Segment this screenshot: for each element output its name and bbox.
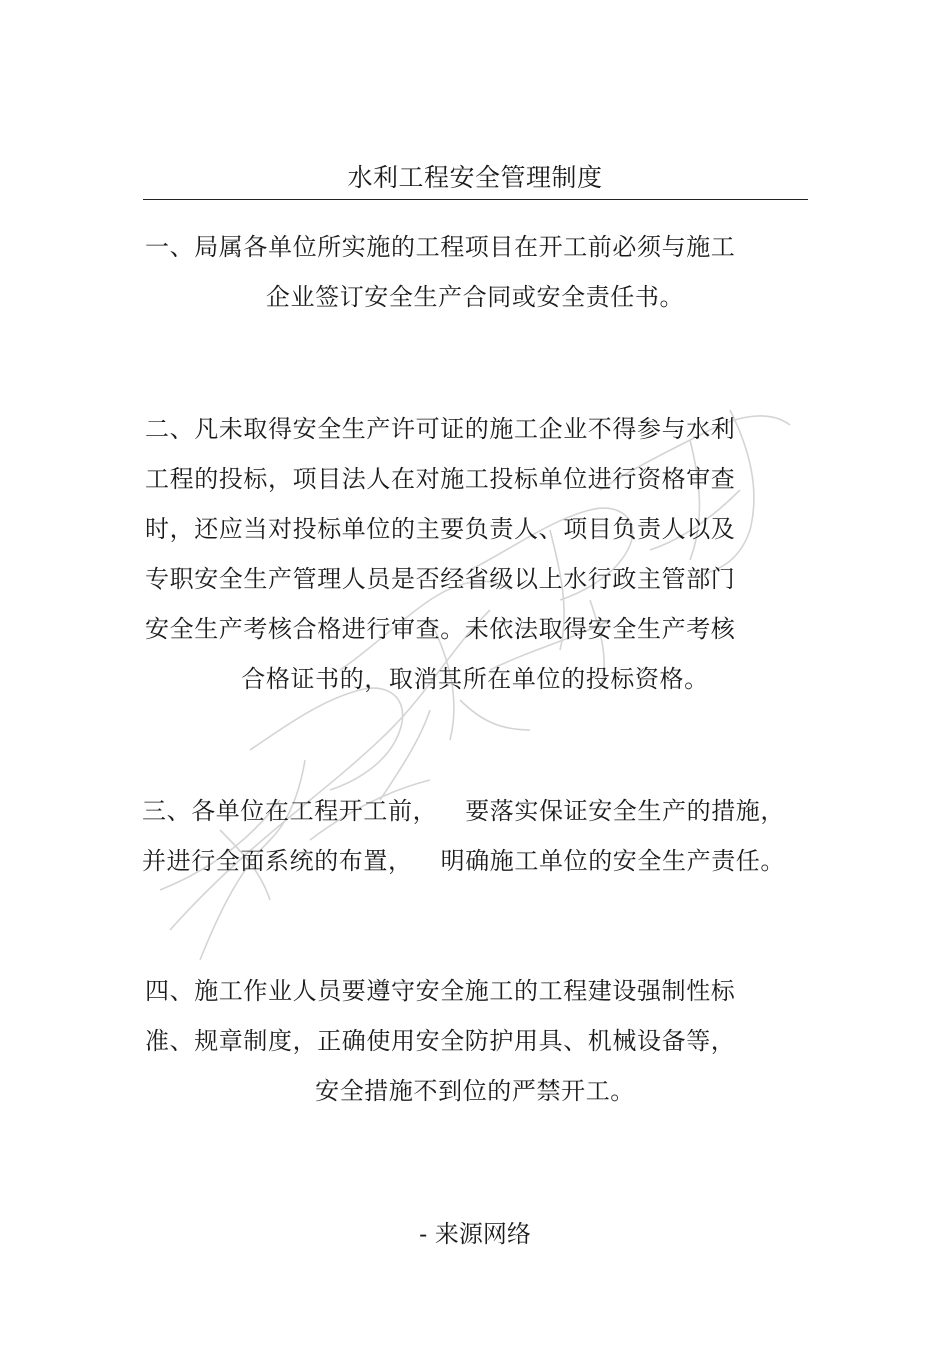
section-3-line-1 [142,796,785,826]
section-4-line-2: 准、规章制度，正确使用安全防护用具、机械设备等， [145,1027,736,1055]
section-4-line-3: 安全措施不到位的严禁开工。 [315,1077,635,1105]
section-2-line-1: 二、凡未取得安全生产许可证的施工企业不得参与水利 [145,415,736,443]
document-title: 水利工程安全管理制度 [347,163,603,192]
section-2-line-5: 安全生产考核合格进行审查。未依法取得安全生产考核 [145,615,736,643]
section-2-line-6: 合格证书的，取消其所在单位的投标资格。 [241,665,709,693]
section-4-line-1: 四、施工作业人员要遵守安全施工的工程建设强制性标 [145,977,736,1005]
section-3-line-1-part-2: 要落实保证安全生产的措施， [465,797,786,825]
section-3-line-2 [142,846,785,876]
section-2-line-3: 时，还应当对投标单位的主要负责人、项目负责人以及 [145,515,736,543]
section-1-line-1: 一、局属各单位所实施的工程项目在开工前必须与施工 [145,233,736,261]
source-footer: - 来源网络 [419,1220,531,1248]
section-2-line-2: 工程的投标，项目法人在对施工投标单位进行资格审查 [145,465,736,493]
section-3-line-2-part-2: 明确施工单位的安全生产责任。 [440,847,786,875]
section-3-line-1-part-1: 三、各单位在工程开工前， [142,797,438,825]
title-underline [143,199,808,200]
section-2-line-4: 专职安全生产管理人员是否经省级以上水行政主管部门 [145,565,736,593]
section-1-line-2: 企业签订安全生产合同或安全责任书。 [265,283,685,311]
section-3-line-2-part-1: 并进行全面系统的布置， [142,847,413,875]
